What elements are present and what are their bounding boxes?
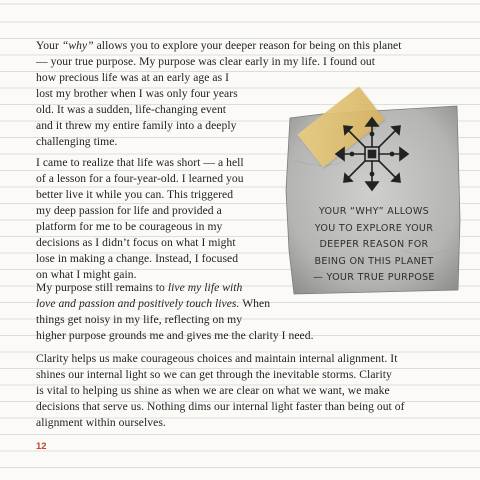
text-span: My purpose still remains to xyxy=(36,281,168,294)
text-line: decisions that serve us. Nothing dims our internal light faster than being out of xyxy=(36,400,405,413)
text-line: and it threw my entire family into a deeply xyxy=(36,119,237,132)
text-line xyxy=(36,38,402,54)
note-line: BEING ON THIS PLANET xyxy=(314,255,434,267)
pinned-note-card xyxy=(282,100,462,295)
text-line: decisions as I didn’t focus on what I might xyxy=(36,236,236,249)
page-number: 12 xyxy=(36,441,47,452)
text-line: better live it while you can. This triggered xyxy=(36,188,234,201)
note-line: YOU TO EXPLORE YOUR xyxy=(314,222,434,234)
text-line: on what I might gain. xyxy=(36,268,137,281)
text-line: lost my brother when I was only four years xyxy=(36,87,238,100)
text-line: my deep passion for life and provided a xyxy=(36,204,222,217)
text-line: — your true purpose. My purpose was clear early in my life. I found out xyxy=(36,55,376,68)
note-line: — YOUR TRUE PURPOSE xyxy=(313,272,435,283)
emphasis-purpose: live my life with xyxy=(167,281,243,294)
text-line: things get noisy in my life, reflecting on my xyxy=(36,313,243,326)
compass-arrows-icon xyxy=(332,114,412,194)
text-line: alignment within ourselves. xyxy=(36,416,166,429)
text-line: how precious life was at an early age as I xyxy=(36,71,229,84)
note-line: YOUR “WHY” ALLOWS xyxy=(318,206,430,217)
text-span: allows you to explore your deeper reason for being on this planet xyxy=(93,39,402,52)
text-line: I came to realize that life was short — a hell xyxy=(36,156,244,169)
emphasis-why: “why” xyxy=(61,39,94,52)
note-line: DEEPER REASON FOR xyxy=(319,239,429,250)
text-line xyxy=(36,280,314,296)
text-span: When xyxy=(239,297,271,310)
paragraph-purpose xyxy=(36,280,314,344)
text-line: lose in making a change. Instead, I focused xyxy=(36,252,239,265)
paragraph-realize xyxy=(36,155,244,283)
text-line: Clarity helps us make courageous choices and maintain internal alignment. It xyxy=(36,352,398,365)
text-line: is vital to helping us shine as when we are clear on what we want, we make xyxy=(36,384,390,397)
emphasis-purpose: love and passion and positively touch lives. xyxy=(36,297,240,310)
paragraph-clarity xyxy=(36,351,405,431)
text-line: challenging time. xyxy=(36,135,118,148)
text-line: shines our internal light so we can get through the inevitable storms. Clarity xyxy=(36,368,392,381)
note-quote xyxy=(290,204,458,287)
text-line: of a lesson for a four-year-old. I learned you xyxy=(36,172,244,185)
text-span: Your xyxy=(36,39,62,52)
text-line: higher purpose grounds me and gives me the clarity I need. xyxy=(36,329,314,342)
text-line xyxy=(36,296,314,312)
text-line: old. It was a sudden, life-changing event xyxy=(36,103,227,116)
text-line: platform for me to be courageous in my xyxy=(36,220,223,233)
